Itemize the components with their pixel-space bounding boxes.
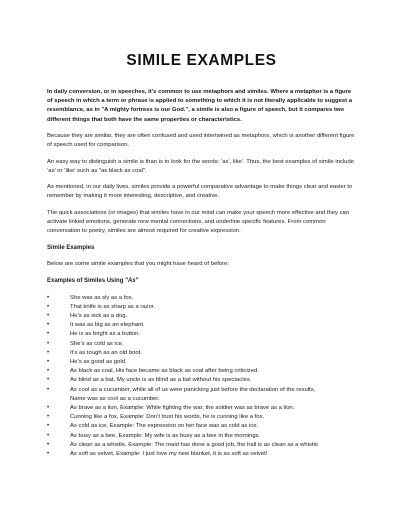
list-item-text: It’s as tough as an old boot. [70, 349, 142, 356]
bullet-icon: • [47, 432, 50, 439]
bullet-icon: • [47, 386, 50, 393]
list-item [47, 340, 356, 349]
bullet-icon: • [47, 451, 50, 458]
list-item [47, 413, 356, 422]
list-item [47, 294, 356, 303]
bullet-icon: • [47, 405, 50, 411]
list-item [47, 441, 356, 450]
list-item [47, 376, 356, 385]
examples-list [47, 294, 356, 460]
list-item [47, 321, 356, 330]
section-heading: Simile Examples [47, 244, 95, 251]
bullet-icon: • [47, 294, 50, 301]
list-item [47, 386, 356, 404]
list-item [47, 367, 356, 376]
bullet-icon: • [47, 423, 50, 430]
bullet-icon: • [47, 358, 50, 365]
list-item [47, 358, 356, 367]
list-item-text: He is as bright as a button. [70, 331, 141, 338]
list-item-text: He’s as good as gold. [70, 358, 127, 365]
list-heading [47, 277, 356, 286]
list-item-text: As clean as a whistle, Example: The maid has done a good job, the hall is as clean as a whistle [70, 441, 319, 448]
list-item [47, 330, 356, 339]
list-heading-prefix: Examples of Similes Using [47, 277, 126, 284]
list-item [47, 312, 356, 321]
bullet-icon: • [47, 368, 50, 375]
list-item-text: As soft as velvet, Example: I just love my new blanket, it is as soft as velvet! [70, 451, 268, 458]
list-item [47, 303, 356, 312]
list-item [47, 432, 356, 441]
bullet-icon: • [47, 340, 50, 347]
bullet-icon: • [47, 349, 50, 356]
bullet-icon: • [47, 441, 50, 448]
bullet-icon: • [47, 303, 50, 310]
list-item [47, 349, 356, 358]
paragraph-associations: The quick associations (or images) that similes have in our mind can make your speech more effective and they can activate linked emotions, generate new mental connections, and underline specific features. From common conversation to poetry, similes are almost required for creative expression. [47, 209, 350, 235]
paragraph-distinguish: An easy way to distinguish a simile is than is to look for the words: ‘as’, like’. Thus, the best examples of simile include ‘as’ or ‘like’ such as "as black as coal". [47, 158, 355, 174]
document-title: SIMILE EXAMPLES [126, 52, 277, 69]
list-item-text-continued: Name was as cool as a cucumber. [70, 395, 160, 402]
intro-paragraph: In daily conversion, or in speeches, it’s common to use metaphors and similes. Where a metaphor is a figure of speech in which a term or phrase is applied to something to which it is not literally applicable to suggest a resemblance, as in "A mighty fortress is our God.", a simile is also a figure of speech, but it compares two different things that both have the same properties or characteristics. [47, 89, 353, 123]
list-item-text: That knife is as sharp as a razor. [70, 303, 156, 310]
bullet-icon: • [47, 331, 50, 338]
list-item [47, 404, 356, 413]
list-item-text: As cold as ice, Example: The expression on her face was as cold as ice. [70, 423, 259, 430]
list-item-text: As blind as a bat, My uncle is as blind as a bat without his spectacles. [70, 377, 252, 384]
list-item-text: It was as big as an elephant. [70, 322, 145, 329]
paragraph-daily-lives: As mentioned, in our daily lives, similes provide a powerful comparative advantage to make things clear and easier to remember by making it more interesting, descriptive, and creative. [47, 184, 353, 200]
list-heading-emphasis: "As" [125, 277, 139, 284]
bullet-icon: • [47, 414, 50, 421]
bullet-icon: • [47, 377, 50, 384]
list-item-text: As black as coal, His face became as black as coal after being criticized. [70, 368, 259, 375]
list-item-text: As busy as a bee, Example: My wife is as busy as a bee in the mornings. [70, 432, 261, 439]
bullet-icon: • [47, 322, 50, 329]
list-item-text: He’s as sick as a dog. [70, 312, 128, 319]
list-item-text: She was as sly as a fox. [70, 294, 134, 301]
list-item-text: Cunning like a fox, Example: Don’t trust his words, he is cunning like a fox. [70, 414, 265, 421]
list-item-text: As cool as a cucumber, while all of us were panicking just before the declaration of the results, [70, 386, 316, 393]
paragraph-confusion: Because they are similar, they are often confused and used intertwined as metaphors, which is another different figure of speech used for comparison. [47, 133, 355, 149]
list-item-text: She’s as cold as ice. [70, 340, 124, 347]
list-item [47, 450, 356, 459]
bullet-icon: • [47, 312, 50, 319]
list-item-text: As brave as a lion, Example: While fighting the war, the soldier was as brave as a lion. [70, 405, 295, 411]
list-item [47, 422, 356, 431]
section-intro: Below are some simile examples that you might have heard of before: [47, 261, 230, 268]
